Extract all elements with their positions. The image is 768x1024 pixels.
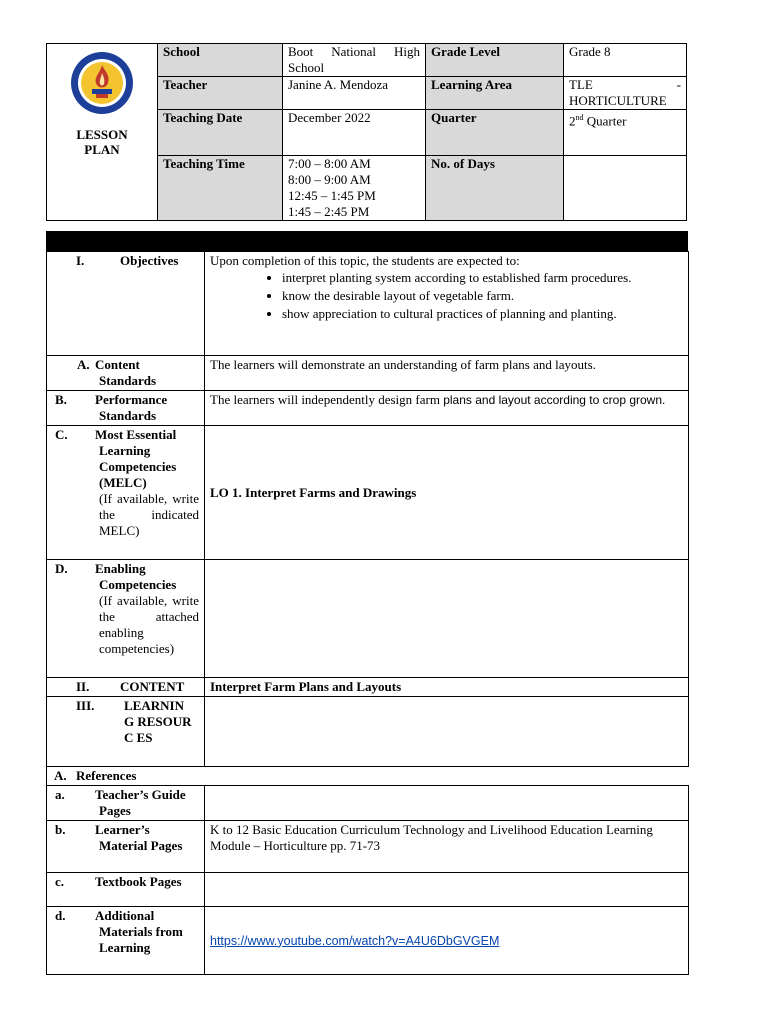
school-seal-logo: [70, 51, 134, 115]
lesson-plan-label: LESSON PLAN: [76, 127, 128, 157]
objectives-label-cell: [47, 252, 205, 356]
row-letter: C.: [55, 427, 68, 442]
row-number: II.: [76, 679, 90, 694]
time-slot: 1:45 – 2:45 PM: [288, 204, 370, 219]
objectives-value: [205, 252, 689, 356]
melc-note: (If available, write the indicated MELC): [99, 491, 199, 538]
quarter-number: 2: [569, 113, 576, 129]
textbook-label: [47, 873, 205, 907]
textbook-value: [205, 873, 689, 907]
quarter-label: Quarter: [426, 110, 564, 156]
area-part-tle: TLE: [569, 77, 593, 92]
row-label: Textbook Pages: [95, 874, 182, 889]
header-table: [46, 43, 687, 221]
row-label: Content Standards: [95, 357, 157, 388]
area-part-subject: HORTICULTURE: [569, 93, 667, 108]
school-label: School: [158, 44, 283, 77]
additional-materials-value: [205, 907, 689, 975]
time-slot: 7:00 – 8:00 AM: [288, 156, 371, 171]
row-letter: A.: [77, 357, 90, 372]
learners-material-value: K to 12 Basic Education Curriculum Technology and Livelihood Education Learning Module – Horticulture pp. 71-73: [205, 821, 689, 873]
content-label-cell: [47, 678, 205, 697]
melc-value: LO 1. Interpret Farms and Drawings: [205, 426, 689, 560]
teachers-guide-label: [47, 786, 205, 821]
grade-level-label: Grade Level: [426, 44, 564, 77]
teachers-guide-value: [205, 786, 689, 821]
row-label: CONTENT: [120, 679, 185, 694]
quarter-value: [564, 110, 687, 156]
row-label: Learner’s Material Pages: [95, 822, 183, 853]
row-label: Additional Materials from Learning: [95, 908, 183, 955]
row-label: References: [76, 768, 137, 783]
teacher-value: Janine A. Mendoza: [283, 77, 426, 110]
content-standards-value: The learners will demonstrate an understanding of farm plans and layouts.: [205, 356, 689, 391]
objective-item: • interpret planting system according to established farm procedures.: [282, 269, 683, 287]
row-label: Most Essential Learning Competencies (MELC): [95, 427, 177, 490]
performance-standards-label: [47, 391, 205, 426]
row-label: Performance Standards: [95, 392, 168, 423]
content-value: Interpret Farm Plans and Layouts: [205, 678, 689, 697]
performance-text-sans: plans and layout according to crop grown.: [443, 393, 666, 407]
additional-materials-label: [47, 907, 205, 975]
row-letter: b.: [55, 822, 66, 837]
learners-material-label: [47, 821, 205, 873]
melc-label-cell: [47, 426, 205, 560]
objectives-list: [210, 269, 683, 323]
row-letter: A.: [54, 768, 67, 783]
resources-value: [205, 697, 689, 767]
teaching-time-label: Teaching Time: [158, 156, 283, 221]
learning-area-line1: [569, 77, 681, 93]
section-black-bar: [46, 231, 688, 251]
row-number: III.: [76, 698, 95, 713]
quarter-suffix: nd: [575, 113, 584, 122]
enabling-value: [205, 560, 689, 678]
row-letter: B.: [55, 392, 67, 407]
learning-area-value: [564, 77, 687, 110]
objectives-label: Objectives: [120, 253, 179, 268]
quarter-word: Quarter: [583, 113, 627, 129]
area-part-dash: -: [676, 77, 681, 92]
school-value: Boot National High School: [283, 44, 426, 77]
youtube-link[interactable]: https://www.youtube.com/watch?v=A4U6DbGVGEM: [210, 933, 500, 948]
days-label: No. of Days: [426, 156, 564, 221]
time-slot: 8:00 – 9:00 AM: [288, 172, 371, 187]
teaching-date-value: December 2022: [283, 110, 426, 156]
enabling-note: (If available, write the attached enabling competencies): [99, 593, 199, 656]
row-letter: c.: [55, 874, 65, 889]
content-standards-label: [47, 356, 205, 391]
lesson-plan-table: [46, 251, 689, 975]
teaching-date-label: Teaching Date: [158, 110, 283, 156]
objective-item: • know the desirable layout of vegetable farm.: [282, 287, 683, 305]
row-letter: a.: [55, 787, 65, 802]
resources-label-cell: [47, 697, 205, 767]
teacher-label: Teacher: [158, 77, 283, 110]
row-label: Enabling Competencies: [95, 561, 177, 592]
row-letter: d.: [55, 908, 66, 923]
row-letter: D.: [55, 561, 68, 576]
objectives-number: I.: [76, 253, 85, 268]
logo-cell: [47, 44, 158, 221]
enabling-label-cell: [47, 560, 205, 678]
performance-standards-value: [205, 391, 689, 426]
learning-area-label: Learning Area: [426, 77, 564, 110]
objective-item: • show appreciation to cultural practices of planning and planting.: [282, 305, 683, 323]
row-label: LEARNIN G RESOURC ES: [124, 698, 192, 745]
row-label: Teacher’s Guide Pages: [95, 787, 186, 818]
objectives-intro: Upon completion of this topic, the students are expected to:: [210, 253, 520, 268]
days-value: [564, 156, 687, 221]
performance-text-serif: The learners will independently design farm: [210, 392, 444, 407]
time-slot: 12:45 – 1:45 PM: [288, 188, 376, 203]
grade-level-value: Grade 8: [564, 44, 687, 77]
references-label: [47, 767, 689, 786]
teaching-time-value: [283, 156, 426, 221]
